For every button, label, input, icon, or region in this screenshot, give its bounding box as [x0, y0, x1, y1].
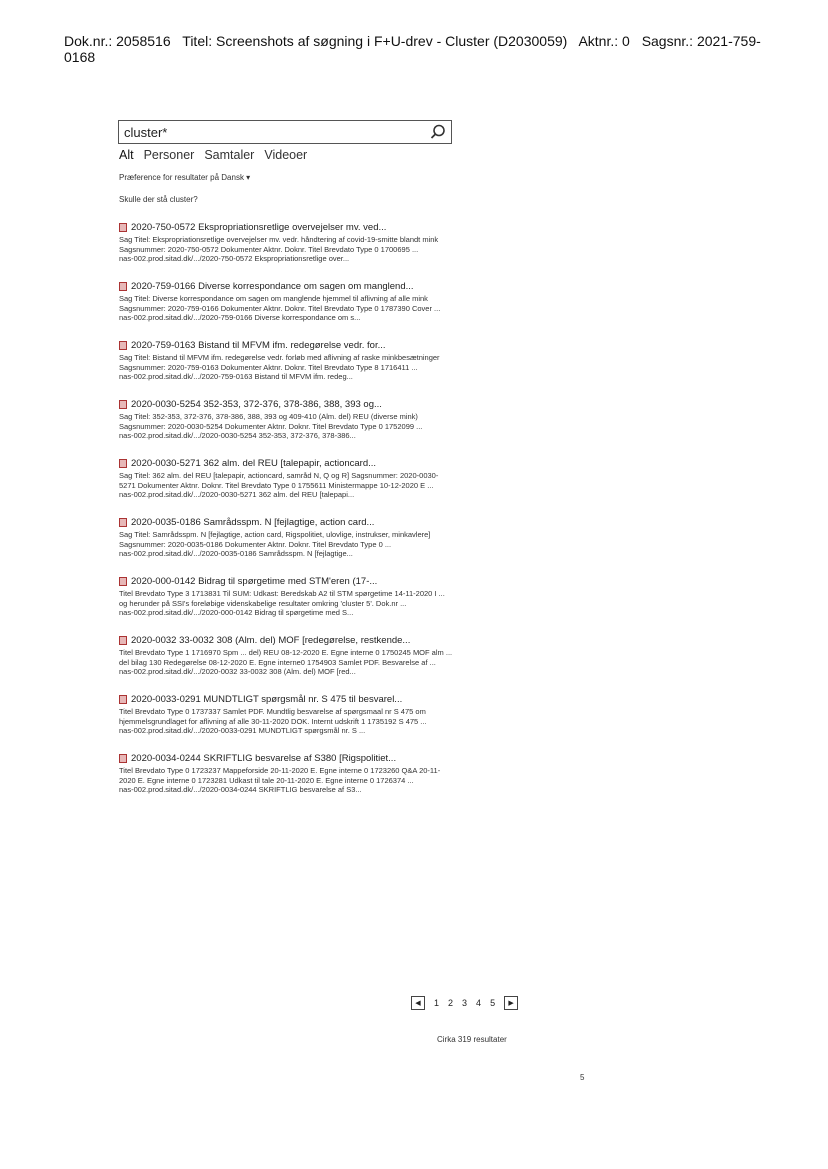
result-snippet: Sag Titel: Ekspropriationsretlige overvejelser mv. vedr. håndtering af covid-19-smitte blandt mink Sagsnummer: 2020-750-0572 Dokumenter Aktnr. Doknr. Titel Brevdato Type 0 1700695 ...	[119, 235, 439, 254]
page-link-5[interactable]: 5	[490, 998, 496, 1008]
result-item	[119, 458, 459, 500]
result-item	[119, 399, 459, 441]
result-title: 2020-0032 33-0032 308 (Alm. del) MOF [redegørelse, restkende...	[131, 635, 411, 646]
result-title: 2020-0030-5254 352-353, 372-376, 378-386, 388, 393 og...	[131, 399, 382, 410]
result-title-link[interactable]	[119, 753, 459, 764]
did-you-mean-suggestion[interactable]: Skulle der stå cluster?	[119, 195, 198, 204]
result-title: 2020-0034-0244 SKRIFTLIG besvarelse af S380 [Rigspolitiet...	[131, 753, 397, 764]
result-title-link[interactable]	[119, 458, 459, 469]
result-item	[119, 694, 459, 736]
result-snippet: Titel Brevdato Type 1 1716970 Spm ... del) REU 08-12-2020 E. Egne interne 0 1750245 MOF alm ... del bilag 130 Redegørelse 08-12-2020 E. Egne interne0 1754903 Samlet PDF. Besvarelse af ...	[119, 648, 453, 667]
result-title-link[interactable]	[119, 340, 459, 351]
result-url: nas-002.prod.sitad.dk/.../2020-000-0142 Bidrag til spørgetime med S...	[119, 608, 354, 617]
result-item	[119, 281, 459, 323]
result-url: nas-002.prod.sitad.dk/.../2020-0034-0244 SKRIFTLIG besvarelse af S3...	[119, 785, 362, 794]
result-url: nas-002.prod.sitad.dk/.../2020-0035-0186 Samrådsspm. N [fejlagtige...	[119, 549, 353, 558]
result-title-link[interactable]	[119, 694, 459, 705]
result-title: 2020-0030-5271 362 alm. del REU [talepapir, actioncard...	[131, 458, 377, 469]
pdf-file-icon	[119, 636, 127, 645]
result-snippet: Titel Brevdato Type 0 1723237 Mappeforside 20-11-2020 E. Egne interne 0 1723260 Q&A 20-11-2020 E. Egne interne 0 1723281 Udkast til tale 20-11-2020 E. Egne interne 0 1726374 ...	[119, 766, 441, 785]
pdf-file-icon	[119, 400, 127, 409]
pdf-file-icon	[119, 518, 127, 527]
result-snippet: Sag Titel: 362 alm. del REU [talepapir, actioncard, samråd N, Q og R] Sagsnummer: 2020-0030-5271 Dokumenter Aktnr. Doknr. Titel Brevdato Type 0 1755611 Ministermappe 10-12-2020 E ...	[119, 471, 439, 490]
search-box	[118, 120, 452, 144]
result-url: nas-002.prod.sitad.dk/.../2020-759-0163 Bistand til MFVM ifm. redeg...	[119, 372, 353, 381]
result-item	[119, 576, 459, 618]
result-title: 2020-000-0142 Bidrag til spørgetime med STM'eren (17-...	[131, 576, 378, 587]
chevron-left-icon[interactable]: ◀	[411, 996, 425, 1010]
result-url: nas-002.prod.sitad.dk/.../2020-750-0572 Ekspropriationsretlige over...	[119, 254, 350, 263]
result-count: Cirka 319 resultater	[437, 1035, 507, 1044]
result-title: 2020-750-0572 Ekspropriationsretlige overvejelser mv. ved...	[131, 222, 387, 233]
pdf-file-icon	[119, 754, 127, 763]
result-url: nas-002.prod.sitad.dk/.../2020-0032 33-0032 308 (Alm. del) MOF [red...	[119, 667, 356, 676]
result-item	[119, 753, 459, 795]
page-link-4[interactable]: 4	[476, 998, 482, 1008]
result-snippet: Sag Titel: Bistand til MFVM ifm. redegørelse vedr. forløb med aflivning af raske minkbesætninger Sagsnummer: 2020-759-0163 Dokumenter Aktnr. Doknr. Titel Brevdato Type 8 1716411 ...	[119, 353, 440, 372]
result-title: 2020-0033-0291 MUNDTLIGT spørgsmål nr. S 475 til besvarel...	[131, 694, 403, 705]
document-header	[64, 33, 784, 65]
search-icon[interactable]	[429, 123, 447, 141]
chevron-right-icon[interactable]: ▶	[504, 996, 518, 1010]
pdf-file-icon	[119, 695, 127, 704]
page-link-1[interactable]: 1	[434, 998, 440, 1008]
result-title-link[interactable]	[119, 222, 459, 233]
language-preference[interactable]: Præference for resultater på Dansk ▾	[119, 173, 251, 182]
result-url: nas-002.prod.sitad.dk/.../2020-0030-5271 362 alm. del REU [talepapi...	[119, 490, 355, 499]
result-title-link[interactable]	[119, 517, 459, 528]
pdf-file-icon	[119, 341, 127, 350]
result-snippet: Sag Titel: Samrådsspm. N [fejlagtige, action card, Rigspolitiet, ulovlige, instrukser, minkavlere] Sagsnummer: 2020-0035-0186 Dokumenter Aktnr. Doknr. Titel Brevdato Type 0 ...	[119, 530, 431, 549]
pagination	[411, 996, 518, 1010]
result-title-link[interactable]	[119, 281, 459, 292]
result-title-link[interactable]	[119, 576, 459, 587]
doc-aktnr: Aktnr.: 0	[578, 33, 630, 49]
result-item	[119, 635, 459, 677]
tab-people[interactable]: Personer	[143, 148, 195, 162]
result-url: nas-002.prod.sitad.dk/.../2020-759-0166 Diverse korrespondance om s...	[119, 313, 361, 322]
pdf-file-icon	[119, 577, 127, 586]
result-item	[119, 517, 459, 559]
page-link-2[interactable]: 2	[448, 998, 454, 1008]
search-input[interactable]	[119, 121, 414, 143]
page-number: 5	[580, 1073, 585, 1082]
doc-sagsnr: Sagsnr.: 2021-759-0168	[64, 33, 761, 65]
pdf-file-icon	[119, 282, 127, 291]
result-snippet: Titel Brevdato Type 0 1737337 Samlet PDF. Mundtlig besvarelse af spørgsmaal nr S 475 om hjemmelsgrundlaget for aflivning af alle 30-11-2020 DOK. Internt udskrift 1 1735192 S 475 ...	[119, 707, 427, 726]
search-tabs	[119, 148, 307, 162]
doc-title: Titel: Screenshots af søgning i F+U-drev - Cluster (D2030059)	[182, 33, 568, 49]
page-link-3[interactable]: 3	[462, 998, 468, 1008]
result-url: nas-002.prod.sitad.dk/.../2020-0033-0291 MUNDTLIGT spørgsmål nr. S ...	[119, 726, 366, 735]
tab-all[interactable]: Alt	[119, 148, 134, 162]
result-item	[119, 340, 459, 382]
result-title: 2020-759-0163 Bistand til MFVM ifm. redegørelse vedr. for...	[131, 340, 386, 351]
result-title-link[interactable]	[119, 399, 459, 410]
tab-conversations[interactable]: Samtaler	[204, 148, 255, 162]
result-title: 2020-759-0166 Diverse korrespondance om sagen om manglend...	[131, 281, 414, 292]
result-item	[119, 222, 459, 264]
result-snippet: Titel Brevdato Type 3 1713831 Til SUM: Udkast: Beredskab A2 til STM spørgetime 14-11-2020 I ... og herunder på SSI's foreløbige videnskabelige resultater omkring 'cluster 5'. Dok.nr ...	[119, 589, 445, 608]
pdf-file-icon	[119, 223, 127, 232]
tab-videos[interactable]: Videoer	[264, 148, 308, 162]
result-title: 2020-0035-0186 Samrådsspm. N [fejlagtige, action card...	[131, 517, 375, 528]
result-url: nas-002.prod.sitad.dk/.../2020-0030-5254 352-353, 372-376, 378-386...	[119, 431, 356, 440]
pdf-file-icon	[119, 459, 127, 468]
results-list	[119, 222, 459, 812]
result-title-link[interactable]	[119, 635, 459, 646]
result-snippet: Sag Titel: Diverse korrespondance om sagen om manglende hjemmel til aflivning af alle mink Sagsnummer: 2020-759-0166 Dokumenter Aktnr. Doknr. Titel Brevdato Type 0 1787390 Cover ...	[119, 294, 441, 313]
result-snippet: Sag Titel: 352-353, 372-376, 378-386, 388, 393 og 409-410 (Alm. del) REU (diverse mink) Sagsnummer: 2020-0030-5254 Dokumenter Aktnr. Doknr. Titel Brevdato Type 0 1752099 ...	[119, 412, 423, 431]
doc-number: Dok.nr.: 2058516	[64, 33, 171, 49]
